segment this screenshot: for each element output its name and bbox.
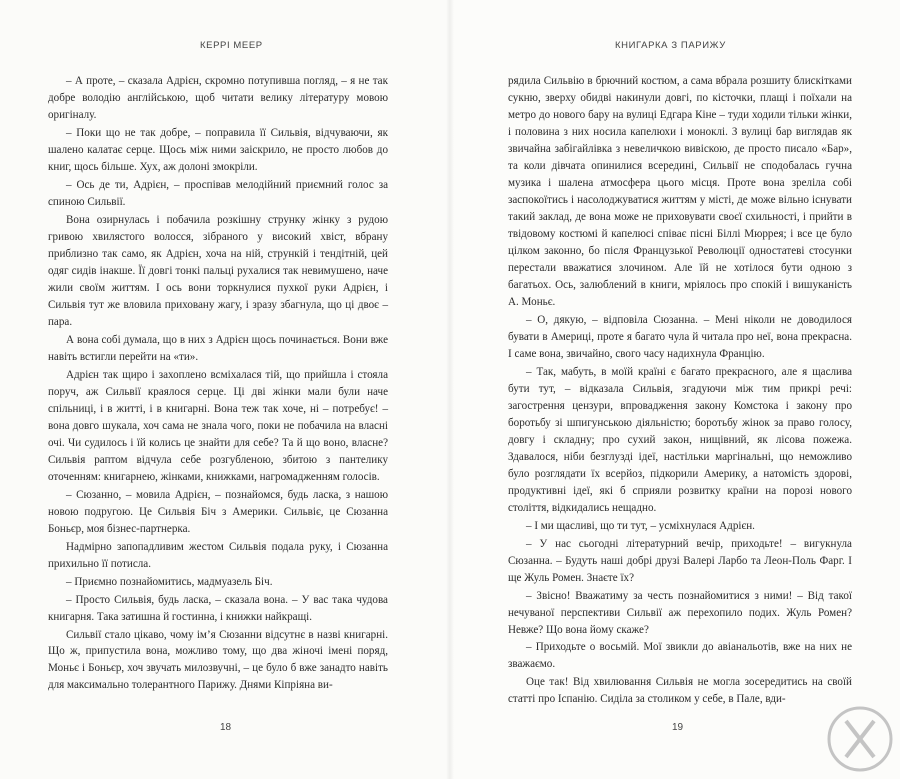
paragraph: Вона озирнулась і побачила розкішну струнку жінку з рудою гривою хвилястого волосся, зібраного у високий хвіст, вбрану приблизно так само, як Адрієн, хоча на ній, стрункій і тендітній, цей одяг сидів інакше. Її довгі тонкі пальці рухалися так невимушено, наче жили своїм життям. І ось вони торкнулися пухкої руки Адрієн, і Сильвія тут же вловила приховану жагу, і зразу збагнула, що ці двоє – пара.	[48, 213, 388, 328]
right-text-block	[508, 73, 852, 708]
book-gutter	[446, 0, 454, 779]
paragraph: – Сюзанно, – мовила Адрієн, – познайомся, будь ласка, з нашою новою подругою. Це Сильвія Біч з Америки. Сильвіє, це Сюзанна Боньєр, моя бізнес-партнерка.	[48, 488, 388, 535]
paragraph: Надмірно запопадливим жестом Сильвія подала руку, і Сюзанна прихильно її потисла.	[48, 540, 388, 570]
paragraph: – У нас сьогодні літературний вечір, приходьте! – вигукнула Сюзанна. – Будуть наші добрі друзі Валері Ларбо та Леон-Поль Фарг. І ще Жуль Ромен. Знаєте їх?	[508, 537, 852, 584]
paragraph: – А проте, – сказала Адрієн, скромно потупивша погляд, – я не так добре володію англійською, щоб читати велику літературу мовою оригіналу.	[48, 75, 388, 121]
paragraph: рядила Сильвію в брючний костюм, а сама вбрала розшиту блискітками сукню, зверху обидві накинули довгі, по кісточки, плащі і поїхали на метро до нового бару на вулиці Едгара Кіне – туди ходили тільки жінки, і половина з них носила капелюхи і моноклі. З вулиці бар виглядав як звичайна забігайлівка з невеличкою вивіскою, де просто писало «Бар», та коли дівчата опинилися всередині, Сильвії не сподобалась гучна музика і шалена атмосфера цього місця. Проте вона зреліла собі заспокоїтись і насолоджуватися життям у місті, де може вільно існувати такий заклад, де вона може не приховувати своєї схильності, і прийти в твідовому костюмі й капелюсі співає пісні Біллі Мюррея; і все це було цілком законно, бо після Французької Революції одностатеві стосунки перестали вважатися злочином. Але їй не хотілося бути одною з багатьох. Ось, залюблений в книги, мріялось про спокій і вишуканість А. Моньє.	[508, 75, 852, 308]
page-number-right: 19	[672, 722, 684, 733]
paragraph: – Поки що не так добре, – поправила її Сильвія, відчуваючи, як шалено калатає серце. Щось між ними заіскрило, не просто любов до книг, щось більше. Хух, аж долоні змокріли.	[48, 126, 388, 173]
paragraph: Адрієн так щиро і захоплено всміхалася тій, що прийшла і стояла поруч, аж Сильвії краялося серце. Ці дві жінки мали були наче спільниці, і в житті, і в книгарні. Вона теж так хоче, ні – потребує! – вона довго шукала, хоч сама не знала чого, поки не побачила на власні очі. Чи судилось і їй колись це знайти для себе? Та й що воно, власне? Сильвія раптом відчула себе розгубленою, збитою з пантелику оточенням: книгарнею, жінками, книжками, нагромадженням голосів.	[48, 368, 388, 483]
paragraph: – Звісно! Вважатиму за честь познайомитися з ними! – Від такої нечуваної перспективи Сильвії аж перехопило подих. Жуль Ромен? Невже? Що вона йому скаже?	[508, 589, 852, 636]
paragraph: А вона собі думала, що в них з Адрієн щось починається. Вони вже навіть встигли перейти на «ти».	[48, 333, 388, 363]
paragraph: Сильвії стало цікаво, чому ім’я Сюзанни відсутнє в назві книгарні. Що ж, припустила вона, можливо тому, що два жіночі імені поряд, Моньє і Боньєр, хоч звучать милозвучні, – це було б вже занадто навіть для максимально толерантного Парижу. Днями Кіпріяна ви-	[48, 628, 388, 692]
paragraph: – Просто Сильвія, будь ласка, – сказала вона. – У вас така чудова книгарня. Така затишна й гостинна, і книжки найкращі.	[48, 593, 388, 623]
left-text-block	[48, 73, 388, 694]
paragraph: – Приходьте о восьмій. Мої звикли до авіанальотів, вже на них не зважаємо.	[508, 641, 852, 671]
paragraph: – Ось де ти, Адрієн, – проспівав мелодійний приємний голос за спиною Сильвії.	[48, 178, 388, 208]
running-head-author: КЕРРІ МЕЕР	[200, 40, 263, 51]
paragraph: Оце так! Від хвилювання Сильвія не могла зосередитись на своїй статті про Іспанію. Сиділа за столиком у себе, в Пале, вди-	[508, 676, 852, 706]
paragraph: – І ми щасливі, що ти тут, – усміхнулася Адрієн.	[526, 519, 755, 532]
paragraph: – Так, мабуть, в моїй країні є багато прекрасного, але я щаслива бути тут, – відказала Сильвія, згадуючи між тим прикрі речі: загострення цензури, впровадження закону Комстока і закону про боротьбу зі шпигунською діяльністю; боротьбу жінок за право голосу, довгу і складну; про сухий закон, нищівний, як лісова пожежа. Здавалося, ніби безглузді ідеї, настільки маргінальні, що неможливо було розглядати їх всерйоз, підкорили Америку, а натомість здорові, продуктивні ідеї, які б сприяли розвитку країни на порозі нового століття, відкидались нещадно.	[508, 365, 852, 514]
page-number-left: 18	[220, 722, 232, 733]
running-head-title: КНИГАРКА З ПАРИЖУ	[615, 40, 726, 51]
watermark-x-icon	[826, 705, 894, 773]
right-page	[450, 0, 900, 779]
paragraph: – О, дякую, – відповіла Сюзанна. – Мені ніколи не доводилося бувати в Америці, проте я багато чула й читала про неї, вона прекрасна. І саме вона, звичайно, свого часу надихнула Францію.	[508, 313, 852, 360]
paragraph: – Приємно познайомитись, мадмуазель Біч.	[66, 575, 273, 588]
